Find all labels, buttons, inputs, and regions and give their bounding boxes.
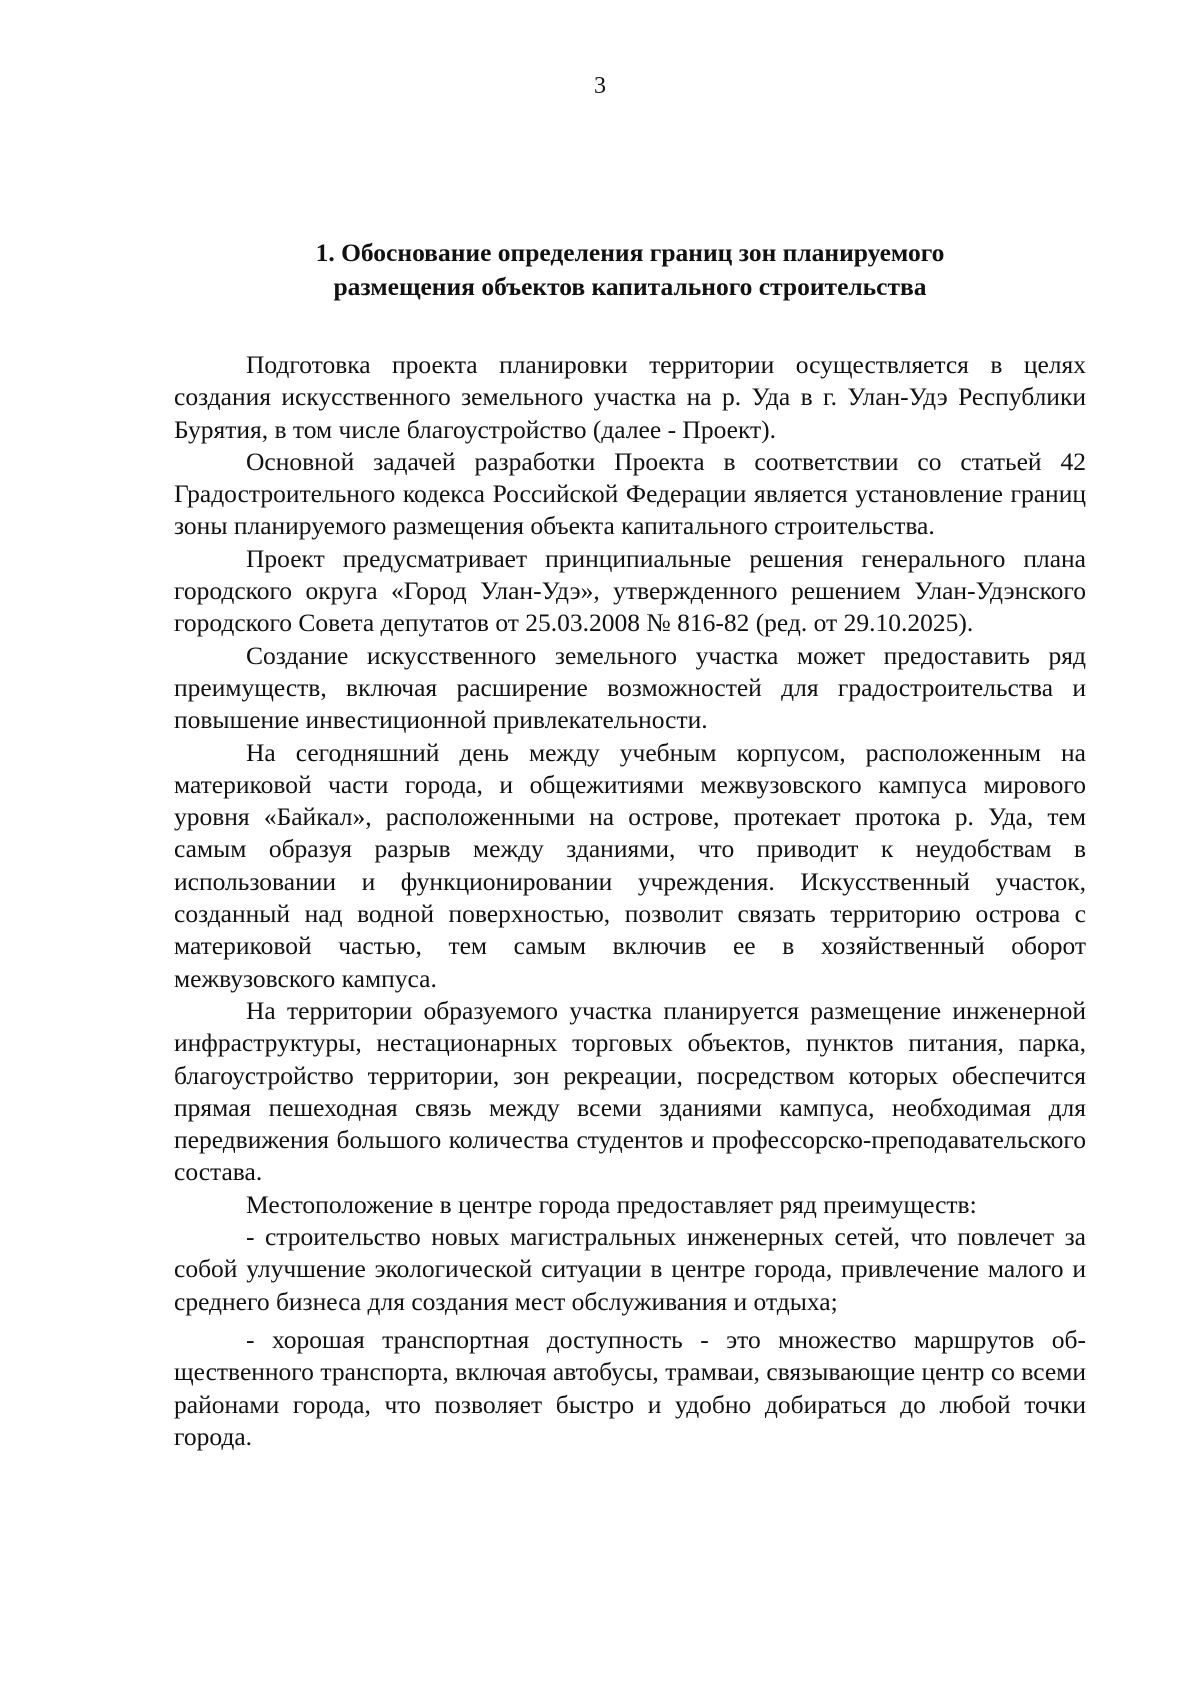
paragraph-location-intro: Местоположение в центре города предоставляет ряд преимуществ: [246, 1189, 977, 1219]
paragraph-advantages: Создание искусственного земельного участка может предоставить ряд преимуществ, включая расширение возможностей для градостроительства и повышение инвестиционной привлекательности. [174, 640, 1086, 735]
list-item-transport-access: - хорошая транспортная доступность - это множество маршрутов общественного транспорта, включая автобусы, трамваи, связывающие центр со всеми районами города, что позволяет быстро и удобно добираться до любой точки города. [174, 1324, 1086, 1451]
section-title-line-1: 1. Обоснование определения границ зон планируемого [315, 238, 945, 267]
paragraph-planned-placement: На территории образуемого участка планируется размещение инженерной инфраструктуры, нестационарных торговых объектов, пунктов питания, парка, благоустройство территории, зон рекреации, посредством которых обеспечится прямая пешеходная связь между всеми зданиями кампуса, необходимая для передвижения большого количества студентов и профессорско-преподавательского состава. [174, 995, 1086, 1187]
paragraph-general-plan: Проект предусматривает принципиальные решения генерального плана городского округа «Город Улан-Удэ», утвержденного решением Улан-Удэнского городского Совета депутатов от 25.03.2008 № 816-82 (ред. от 29.10.2025). [174, 543, 1086, 638]
page-number: 3 [594, 73, 606, 99]
section-title [200, 236, 1060, 304]
section-title-line-2: размещения объектов капитального строительства [333, 272, 927, 301]
list-item-engineering-networks: - строительство новых магистральных инженерных сетей, что повлечет за собой улучшение экологической ситуации в центре города, привлечение малого и среднего бизнеса для создания мест обслуживания и отдыха; [174, 1222, 1086, 1316]
paragraph-project-preparation: Подготовка проекта планировки территории осуществляется в целях создания искусственного земельного участка на р. Уда в г. Улан-Удэ Республики Бурятия, в том числе благоустройство (далее - Проект). [174, 350, 1086, 444]
paragraph-main-task: Основной задачей разработки Проекта в соответствии со статьей 42 Градостроительного кодекса Российской Федерации является установление границ зоны планируемого размещения объекта капитального строительства. [174, 446, 1086, 541]
paragraph-campus-gap: На сегодняшний день между учебным корпусом, расположенным на материковой части города, и общежитиями межвузовского кампуса мирового уровня «Байкал», расположенными на острове, протекает протока р. Уда, тем самым образуя разрыв между зданиями, что приводит к неудобствам в использовании и функционировании учреждения. Искусственный участок, созданный над водной поверхностью, позволит связать территорию острова с материковой частью, тем самым включив ее в хозяйственный оборот межвузовского кампуса. [174, 737, 1086, 993]
body-text [174, 349, 1086, 1453]
